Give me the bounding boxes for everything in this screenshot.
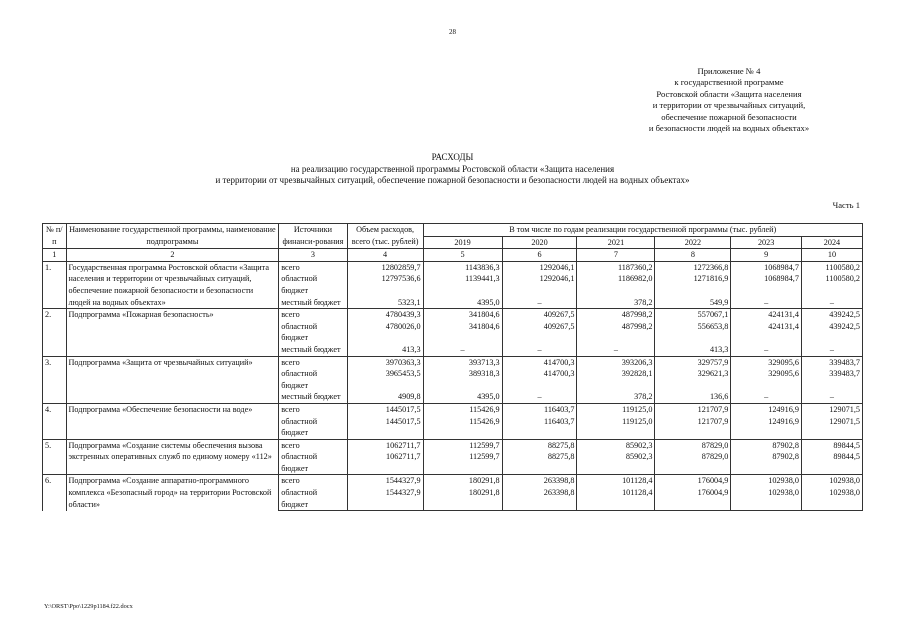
footer-file-path: Y:\ORST\Ppo\1229p1184.f22.docx (44, 603, 133, 610)
year-amount: 136,6 (655, 391, 731, 403)
year-amount: 119125,0 (577, 403, 655, 415)
year-amount: 393206,3 (577, 356, 655, 368)
total-amount: 1445017,5 (347, 416, 423, 440)
year-amount: 341804,6 (423, 321, 502, 344)
row-number: 4. (43, 403, 67, 439)
funding-source: областной бюджет (279, 416, 347, 440)
col-header-source: Источники финанси-рования (279, 224, 347, 249)
year-amount: 339483,7 (801, 368, 862, 391)
year-amount: 424131,4 (731, 309, 802, 321)
year-amount: 124916,9 (731, 416, 802, 440)
table-row (43, 403, 863, 415)
funding-source: всего (279, 261, 347, 273)
title-line: и территории от чрезвычайных ситуаций, обеспечение пожарной безопасности и безопасности людей на водных объектах» (215, 175, 690, 186)
column-number: 4 (347, 249, 423, 262)
col-header-year: 2022 (655, 236, 731, 249)
col-header-year: 2021 (577, 236, 655, 249)
table-row (43, 439, 863, 451)
year-amount: 1292046,1 (502, 273, 577, 296)
year-amount: 409267,5 (502, 321, 577, 344)
col-header-volume: Объем расходов, всего (тыс. рублей) (347, 224, 423, 249)
year-amount: 339483,7 (801, 356, 862, 368)
year-amount: 101128,4 (577, 475, 655, 487)
table-row (43, 475, 863, 487)
year-amount: 1271816,9 (655, 273, 731, 296)
year-amount: 378,2 (577, 391, 655, 403)
total-amount: 1062711,7 (347, 439, 423, 451)
column-number: 5 (423, 249, 502, 262)
year-amount: 329095,6 (731, 368, 802, 391)
column-number: 3 (279, 249, 347, 262)
total-amount: 5323,1 (347, 297, 423, 309)
year-amount: 1272366,8 (655, 261, 731, 273)
table-row (43, 261, 863, 273)
column-number: 9 (731, 249, 802, 262)
year-amount: 424131,4 (731, 321, 802, 344)
year-amount: 87902,8 (731, 451, 802, 475)
year-amount: 392828,1 (577, 368, 655, 391)
program-name: Подпрограмма «Пожарная безопасность» (66, 309, 279, 356)
row-number: 3. (43, 356, 67, 403)
total-amount: 4780026,0 (347, 321, 423, 344)
funding-source: местный бюджет (279, 344, 347, 356)
funding-source: всего (279, 475, 347, 487)
year-amount: 549,9 (655, 297, 731, 309)
year-amount: 116403,7 (502, 403, 577, 415)
year-amount: 263398,8 (502, 475, 577, 487)
funding-source: всего (279, 403, 347, 415)
year-amount: 1068984,7 (731, 273, 802, 296)
year-amount: 115426,9 (423, 403, 502, 415)
program-name: Государственная программа Ростовской области «Защита населения и территории от чрезвычайных ситуаций, обеспечение пожарной безопасности и безопасности людей на водных объектах» (66, 261, 279, 308)
appendix-line: Приложение № 4 (697, 66, 761, 76)
total-amount: 1062711,7 (347, 451, 423, 475)
total-amount: 3970363,3 (347, 356, 423, 368)
table-row (43, 356, 863, 368)
year-amount: 129071,5 (801, 403, 862, 415)
year-amount: 1143836,3 (423, 261, 502, 273)
appendix-line: к государственной программе (674, 77, 784, 88)
program-name: Подпрограмма «Обеспечение безопасности на воде» (66, 403, 279, 439)
year-amount: 1292046,1 (502, 261, 577, 273)
header-row (43, 224, 863, 237)
year-amount: 329621,3 (655, 368, 731, 391)
document-title (0, 152, 905, 187)
year-amount: 102938,0 (801, 487, 862, 511)
year-amount: 101128,4 (577, 487, 655, 511)
year-amount: 414700,3 (502, 356, 577, 368)
column-number: 10 (801, 249, 862, 262)
year-amount: 102938,0 (801, 475, 862, 487)
total-amount: 12797536,6 (347, 273, 423, 296)
year-amount: 87829,0 (655, 439, 731, 451)
total-amount: 1544327,9 (347, 487, 423, 511)
appendix-line: и безопасности людей на водных объектах» (648, 123, 810, 134)
year-amount: 102938,0 (731, 487, 802, 511)
total-amount: 413,3 (347, 344, 423, 356)
total-amount: 12802859,7 (347, 261, 423, 273)
year-amount: – (801, 391, 862, 403)
funding-source: всего (279, 439, 347, 451)
year-amount: 439242,5 (801, 321, 862, 344)
year-amount: 487998,2 (577, 309, 655, 321)
row-number: 2. (43, 309, 67, 356)
year-amount: 85902,3 (577, 439, 655, 451)
year-amount: – (423, 344, 502, 356)
year-amount: – (731, 391, 802, 403)
row-number: 5. (43, 439, 67, 475)
year-amount: 88275,8 (502, 451, 577, 475)
year-amount: – (502, 344, 577, 356)
page-number: 28 (449, 28, 456, 36)
col-header-num: № п/п (43, 224, 67, 249)
year-amount: 87829,0 (655, 451, 731, 475)
appendix-header (599, 66, 859, 134)
total-amount: 1445017,5 (347, 403, 423, 415)
year-amount: 124916,9 (731, 403, 802, 415)
year-amount: 557067,1 (655, 309, 731, 321)
part-label: Часть 1 (832, 200, 860, 210)
year-amount: 393713,3 (423, 356, 502, 368)
table-row (43, 309, 863, 321)
year-amount: 102938,0 (731, 475, 802, 487)
year-amount: 341804,6 (423, 309, 502, 321)
year-amount: 89844,5 (801, 439, 862, 451)
expenses-table (42, 223, 863, 511)
year-amount: – (502, 297, 577, 309)
year-amount: – (577, 344, 655, 356)
year-amount: 129071,5 (801, 416, 862, 440)
year-amount: 176004,9 (655, 487, 731, 511)
column-number: 7 (577, 249, 655, 262)
year-amount: 176004,9 (655, 475, 731, 487)
year-amount: 85902,3 (577, 451, 655, 475)
year-amount: 87902,8 (731, 439, 802, 451)
year-amount: – (731, 297, 802, 309)
col-header-year: 2020 (502, 236, 577, 249)
funding-source: местный бюджет (279, 391, 347, 403)
funding-source: областной бюджет (279, 451, 347, 475)
row-number: 6. (43, 475, 67, 511)
year-amount: 487998,2 (577, 321, 655, 344)
appendix-line: Ростовской области «Защита населения (656, 88, 802, 99)
total-amount: 1544327,9 (347, 475, 423, 487)
funding-source: местный бюджет (279, 297, 347, 309)
year-amount: 1100580,2 (801, 273, 862, 296)
year-amount: 1068984,7 (731, 261, 802, 273)
year-amount: 89844,5 (801, 451, 862, 475)
total-amount: 4780439,3 (347, 309, 423, 321)
col-header-year: 2019 (423, 236, 502, 249)
year-amount: 1139441,3 (423, 273, 502, 296)
year-amount: 413,3 (655, 344, 731, 356)
year-amount: 556653,8 (655, 321, 731, 344)
program-name: Подпрограмма «Защита от чрезвычайных ситуаций» (66, 356, 279, 403)
column-number: 8 (655, 249, 731, 262)
year-amount: 263398,8 (502, 487, 577, 511)
appendix-line: обеспечение пожарной безопасности (661, 111, 797, 122)
column-numbers-row (43, 249, 863, 262)
year-amount: 409267,5 (502, 309, 577, 321)
funding-source: областной бюджет (279, 321, 347, 344)
col-header-year: 2024 (801, 236, 862, 249)
year-amount: 1100580,2 (801, 261, 862, 273)
year-amount: 389318,3 (423, 368, 502, 391)
year-amount: 88275,8 (502, 439, 577, 451)
funding-source: областной бюджет (279, 273, 347, 296)
col-header-name: Наименование государственной программы, наименование подпрограммы (66, 224, 279, 249)
year-amount: 414700,3 (502, 368, 577, 391)
col-header-years-group: В том числе по годам реализации государственной программы (тыс. рублей) (423, 224, 862, 237)
year-amount: 112599,7 (423, 451, 502, 475)
row-number: 1. (43, 261, 67, 308)
year-amount: 180291,8 (423, 487, 502, 511)
year-amount: 180291,8 (423, 475, 502, 487)
year-amount: 115426,9 (423, 416, 502, 440)
appendix-line: и территории от чрезвычайных ситуаций, (652, 100, 806, 111)
year-amount: 378,2 (577, 297, 655, 309)
title-line: на реализацию государственной программы Ростовской области «Защита населения (290, 163, 615, 174)
year-amount: 116403,7 (502, 416, 577, 440)
year-amount: – (801, 297, 862, 309)
year-amount: 119125,0 (577, 416, 655, 440)
year-amount: 121707,9 (655, 403, 731, 415)
year-amount: 4395,0 (423, 297, 502, 309)
program-name: Подпрограмма «Создание системы обеспечения вызова экстренных оперативных служб по единому номеру «112» (66, 439, 279, 475)
total-amount: 3965453,5 (347, 368, 423, 391)
funding-source: всего (279, 309, 347, 321)
column-number: 1 (43, 249, 67, 262)
year-amount: – (731, 344, 802, 356)
year-amount: 4395,0 (423, 391, 502, 403)
year-amount: 329757,9 (655, 356, 731, 368)
year-amount: – (502, 391, 577, 403)
year-amount: 1186982,0 (577, 273, 655, 296)
year-amount: 1187360,2 (577, 261, 655, 273)
column-number: 2 (66, 249, 279, 262)
year-amount: – (801, 344, 862, 356)
total-amount: 4909,8 (347, 391, 423, 403)
year-amount: 439242,5 (801, 309, 862, 321)
year-amount: 121707,9 (655, 416, 731, 440)
funding-source: областной бюджет (279, 487, 347, 511)
column-number: 6 (502, 249, 577, 262)
funding-source: областной бюджет (279, 368, 347, 391)
program-name: Подпрограмма «Создание аппаратно-программного комплекса «Безопасный город» на территории Ростовской области» (66, 475, 279, 511)
col-header-year: 2023 (731, 236, 802, 249)
title-heading: РАСХОДЫ (431, 152, 474, 162)
year-amount: 329095,6 (731, 356, 802, 368)
funding-source: всего (279, 356, 347, 368)
year-amount: 112599,7 (423, 439, 502, 451)
